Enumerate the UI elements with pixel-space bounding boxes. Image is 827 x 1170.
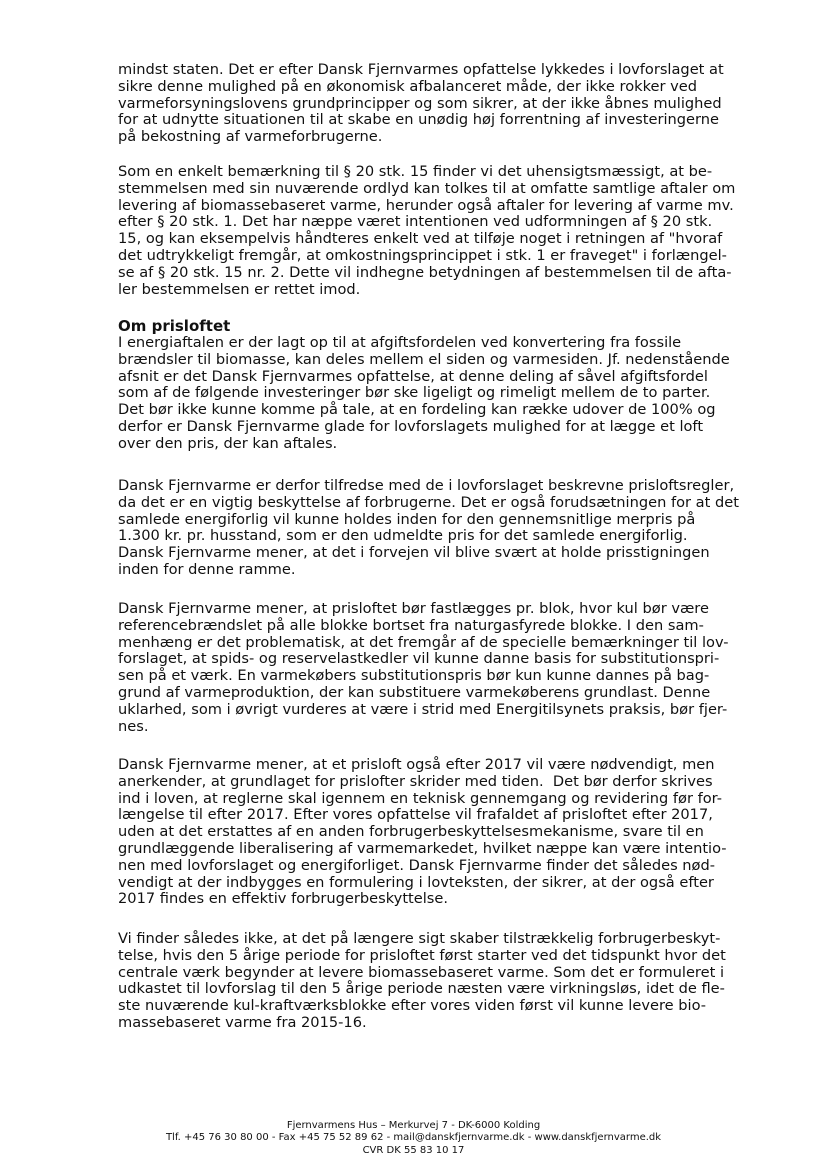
text-line: nen med lovforslaget og energiforliget. Dansk Fjernvarme finder det således nød- [118, 856, 716, 874]
footer-contact: Tlf. +45 76 30 80 00 - Fax +45 75 52 89 62 - mail@danskfjernvarme.dk - www.danskfjernvarme.dk [165, 1132, 662, 1144]
text-line: udkastet til lovforslag til den 5 årige periode næsten være virkningsløs, idet de fle- [118, 980, 725, 998]
text-line: grund af varmeproduktion, der kan substituere varmekøberens grundlast. Denne [118, 683, 711, 701]
text-line: som af de følgende investeringer bør ske ligeligt og rimeligt mellem de to parter. [118, 384, 711, 402]
text-line: brændsler til biomasse, kan deles mellem el siden og varmesiden. Jf. nedenstående [118, 350, 730, 368]
text-line: ste nuværende kul-kraftværksblokke efter vores viden først vil kunne levere bio- [118, 997, 707, 1015]
paragraph-7 [118, 931, 738, 1032]
text-line: se af § 20 stk. 15 nr. 2. Dette vil indhegne betydningen af bestemmelsen til de afta- [118, 263, 732, 281]
text-line: det udtrykkeligt fremgår, at omkostningsprincippet i stk. 1 er fraveget" i forlængel- [118, 246, 727, 264]
text-line: ler bestemmelsen er rettet imod. [118, 280, 361, 298]
text-line: Vi finder således ikke, at det på længere sigt skaber tilstrækkelig forbrugerbeskyt- [118, 930, 721, 947]
text-line: referencebrændslet på alle blokke bortset fra naturgasfyrede blokke. I den sam- [118, 616, 704, 634]
text-line: da det er en vigtig beskyttelse af forbrugerne. Det er også forudsætningen for at det [118, 493, 739, 511]
paragraph-4 [118, 478, 738, 579]
text-line: massebaseret varme fra 2015-16. [118, 1013, 367, 1031]
text-line: levering af biomassebaseret varme, herunder også aftaler for levering af varme mv. [118, 196, 734, 214]
text-line: I energiaftalen er der lagt op til at afgiftsfordelen ved konvertering fra fossile [118, 334, 682, 351]
text-line: for at udnytte situationen til at skabe en unødig høj forrentning af investeringerne [118, 111, 720, 129]
text-line: Dansk Fjernvarme er derfor tilfredse med de i lovforslaget beskrevne prisloftsregler, [118, 477, 735, 494]
text-line: anerkender, at grundlaget for prislofter skrider med tiden. Det bør derfor skrives [118, 772, 713, 790]
text-line: sen på et værk. En varmekøbers substitutionspris bør kun kunne dannes på bag- [118, 667, 710, 685]
text-line: derfor er Dansk Fjernvarme glade for lovforslagets mulighed for at lægge et loft [118, 417, 704, 435]
text-line: menhæng er det problematisk, at det fremgår af de specielle bemærkninger til lov- [118, 633, 729, 651]
text-line: samlede energiforlig vil kunne holdes inden for den gennemsnitlige merpris på [118, 510, 696, 528]
text-line: uden at det erstattes af en anden forbrugerbeskyttelsesmekanisme, svare til en [118, 823, 704, 841]
paragraph-3 [118, 335, 738, 453]
paragraph-2 [118, 164, 738, 298]
text-line: forslaget, at spids- og reservelastkedler vil kunne danne basis for substitutionspri- [118, 650, 720, 668]
text-line: stemmelsen med sin nuværende ordlyd kan tolkes til at omfatte samtlige aftaler om [118, 179, 736, 197]
text-line: nes. [118, 717, 149, 735]
text-line: uklarhed, som i øvrigt vurderes at være i strid med Energitilsynets praksis, bør fjer- [118, 700, 728, 718]
text-line: telse, hvis den 5 årige periode for prisloftet først starter ved det tidspunkt hvor det [118, 946, 726, 964]
paragraph-5 [118, 601, 738, 735]
text-line: over den pris, der kan aftales. [118, 434, 338, 452]
section-heading: Om prisloftet [118, 317, 231, 335]
text-line: Dansk Fjernvarme mener, at et prisloft også efter 2017 vil være nødvendigt, men [118, 756, 715, 773]
footer-address: Fjernvarmens Hus – Merkurvej 7 - DK-6000 Kolding [286, 1120, 541, 1131]
text-line: 1.300 kr. pr. husstand, som er den udmeldte pris for det samlede energiforlig. [118, 527, 688, 545]
text-line: vendigt at der indbygges en formulering i lovteksten, der sikrer, at der også efter [118, 873, 714, 891]
text-line: længelse til efter 2017. Efter vores opfattelse vil frafaldet af prisloftet efter 2017, [118, 806, 713, 824]
text-line: Dansk Fjernvarme mener, at prisloftet bør fastlægges pr. blok, hvor kul bør være [118, 600, 709, 617]
text-line: efter § 20 stk. 1. Det har næppe været intentionen ved udformningen af § 20 stk. [118, 213, 713, 231]
text-line: inden for denne ramme. [118, 560, 296, 578]
text-line: på bekostning af varmeforbrugerne. [118, 128, 383, 146]
text-line: ind i loven, at reglerne skal igennem en teknisk gennemgang og revidering før for- [118, 789, 723, 807]
text-line: Det bør ikke kunne komme på tale, at en fordeling kan række udover de 100% og [118, 401, 716, 419]
page-footer [0, 1120, 827, 1157]
text-line: centrale værk begynder at levere biomassebaseret varme. Som det er formuleret i [118, 963, 725, 981]
text-line: 15, og kan eksempelvis håndteres enkelt ved at tilføje noget i retningen af "hvoraf [118, 230, 723, 248]
text-line: Dansk Fjernvarme mener, at det i forvejen vil blive svært at holde prisstigningen [118, 544, 710, 562]
paragraph-1 [118, 62, 738, 146]
text-line: varmeforsyningslovens grundprincipper og som sikrer, at der ikke åbnes mulighed [118, 94, 722, 112]
footer-cvr: CVR DK 55 83 10 17 [362, 1144, 465, 1156]
text-line: mindst staten. Det er efter Dansk Fjernvarmes opfattelse lykkedes i lovforslaget at [118, 61, 724, 78]
paragraph-6 [118, 757, 738, 908]
text-line: 2017 findes en effektiv forbrugerbeskyttelse. [118, 890, 449, 908]
text-line: sikre denne mulighed på en økonomisk afbalanceret måde, der ikke rokker ved [118, 77, 698, 95]
text-line: afsnit er det Dansk Fjernvarmes opfattelse, at denne deling af såvel afgiftsfordel [118, 367, 708, 385]
text-line: grundlæggende liberalisering af varmemarkedet, hvilket næppe kan være intentio- [118, 839, 727, 857]
text-line: Som en enkelt bemærkning til § 20 stk. 15 finder vi det uhensigtsmæssigt, at be- [118, 163, 713, 180]
